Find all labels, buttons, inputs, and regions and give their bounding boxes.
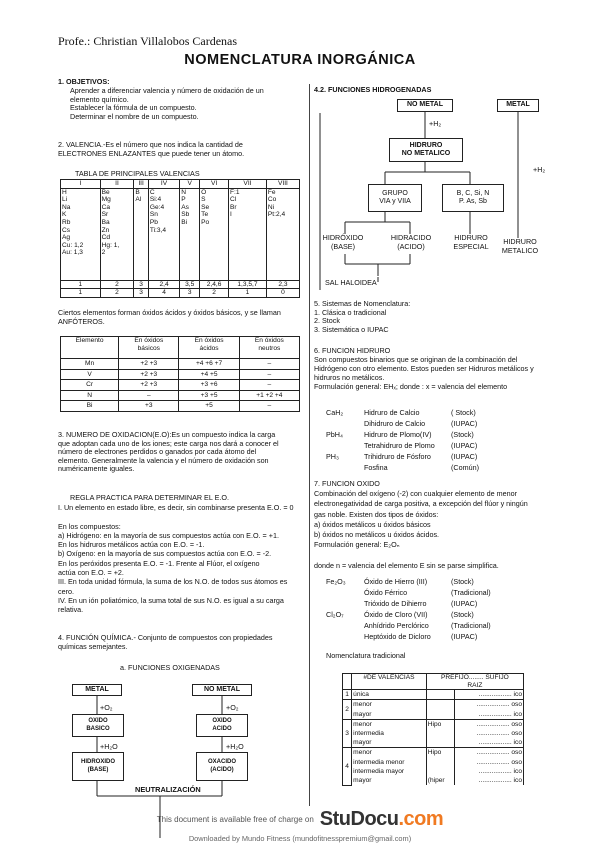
amphoteric-cell: – <box>239 359 299 370</box>
ox-text: Óxido de Hierro (III) <box>364 577 428 586</box>
basic-oxide-box: OXIDO BASICO <box>72 714 124 737</box>
valence-header-cell: VI <box>200 180 229 189</box>
s6-line: 6. FUNCION HIDRURO <box>314 346 391 355</box>
regla-line: I. Un elemento en estado libre, es decir, sin combinarse presenta E.O. = 0 <box>58 503 294 512</box>
s2-line: ELECTRONES ENLAZANTES que puede tener un átomo. <box>58 148 245 158</box>
s3-line: 3. NUMERO DE OXIDACION(E.O):Es un compuesto indica la carga <box>58 430 276 439</box>
s7-line: electronegatividad de carga positiva, a excepción del flúor y ningún <box>314 499 528 509</box>
ox-text: Trióxido de Dihierro <box>364 599 427 608</box>
amphoteric-cell: – <box>239 401 299 412</box>
special-hydride-label: HIDRURO ESPECIAL <box>453 233 489 251</box>
valence-cell: N P As Sb Bi <box>180 188 200 280</box>
water-label-b: +H₂O <box>226 742 244 751</box>
valence-header-cell: II <box>100 180 134 189</box>
ox-text: Óxido Férrico <box>364 588 408 597</box>
regla-line: III. En toda unidad fórmula, la suma de los N.O. de todos sus átomos es <box>58 577 288 587</box>
nonmetal-hydride-box: HIDRURO NO METALICO <box>389 138 463 162</box>
trad-suffix-cell: .................. ico <box>454 690 523 700</box>
trad-label-cell: mayor <box>352 776 427 785</box>
valence-cell: H Li Na K Rb Cs Ag Cu: 1,2 Au: 1,3 <box>61 188 101 280</box>
valence-number-cell: 2 <box>100 280 134 289</box>
valence-cell: Fe Co Ni Pt:2,4 <box>266 188 299 280</box>
trad-prefix-cell <box>426 767 454 776</box>
valence-header-cell: III <box>134 180 149 189</box>
s3-line: numéricamente iguales. <box>58 464 135 474</box>
trad-label-cell: mayor <box>352 738 427 748</box>
amphoteric-cell: +3 +5 <box>179 390 239 401</box>
valence-number-cell: 4 <box>148 289 179 298</box>
hydrogen-label-a: +H₂ <box>429 119 442 128</box>
hydroxide-box: HIDROXIDO (BASE) <box>72 752 124 781</box>
trad-suffix-cell: .................. ico <box>454 776 523 785</box>
trad-label-cell: menor <box>352 748 427 758</box>
amphoteric-header-cell: Elemento <box>61 337 119 359</box>
hid-text: (Común) <box>451 463 479 472</box>
h-metal-box: METAL <box>497 99 539 112</box>
amphoteric-cell: +2 +3 <box>119 369 179 380</box>
studocu-logo[interactable] <box>320 808 443 831</box>
ox-text: (Stock) <box>451 577 474 586</box>
s5-line: 3. Sistemática o IUPAC <box>314 324 389 334</box>
amphoteric-cell: – <box>239 369 299 380</box>
s7-line <box>314 550 528 560</box>
trad-count-cell: 3 <box>343 719 352 748</box>
s1-line: Aprender a diferenciar valencia y número de oxidación de un <box>70 86 264 95</box>
valence-number-cell: 1 <box>229 289 267 298</box>
hydrogen-label-b: +H₂ <box>533 165 546 174</box>
hid-text: Hidruro de Plomo(IV) <box>364 430 432 439</box>
valence-number-cell: 3,5 <box>180 280 200 289</box>
ox-text: Cl₂O₇ <box>326 610 344 619</box>
amphoteric-cell: +4 +5 <box>179 369 239 380</box>
logo-suffix: .com <box>398 807 444 830</box>
objectives-heading: 1. OBJETIVOS: <box>58 77 110 86</box>
trad-suffix-cell: .................. ico <box>454 738 523 748</box>
hydracid-label: HIDRACIDO (ACIDO) <box>390 233 432 251</box>
hid-text: CaH₂ <box>326 408 344 417</box>
metallic-hydride-label: HIDRURO METALICO <box>501 237 539 255</box>
valence-number-cell: 2,4 <box>148 280 179 289</box>
amphoteric-cell: – <box>239 380 299 391</box>
valence-header-cell: IV <box>148 180 179 189</box>
download-notice: Downloaded by Mundo Fitness (mundofitnesspremium@gmail.com) <box>188 834 412 843</box>
trad-suffix-cell: .................. oso <box>454 729 523 738</box>
hid-text: PbH₄ <box>326 430 343 439</box>
regla-line: relativa. <box>58 605 84 615</box>
s7-line: Formulación general: E₂Oₙ <box>314 540 400 550</box>
ox-text: Heptóxido de Dicloro <box>364 632 431 641</box>
s7-line: 7. FUNCION OXIDO <box>314 479 380 488</box>
hydroxide-base-label: HIDRÓXIDO (BASE) <box>322 233 364 251</box>
valence-header-cell: VIII <box>266 180 299 189</box>
s3-line: elemento. Generalmente la valencia y el número de oxidación son <box>58 455 269 465</box>
s7-line: a) óxidos metálicos u óxidos básicos <box>314 519 431 529</box>
trad-prefix-cell <box>426 758 454 767</box>
acid-oxide-box: OXIDO ACIDO <box>196 714 248 737</box>
haloid-salt-label: SAL HALOIDEA <box>325 278 377 287</box>
trad-prefix-cell <box>426 729 454 738</box>
amphoteric-header-cell: En óxidos neutros <box>239 337 299 359</box>
ox-text: (Tradicional) <box>451 588 491 597</box>
valence-number-cell: 2,4,6 <box>200 280 229 289</box>
valence-header-cell: V <box>180 180 200 189</box>
valence-number-cell: 0 <box>266 289 299 298</box>
s7-line: b) óxidos no metálicos u óxidos ácidos. <box>314 530 440 540</box>
nomenclature-systems <box>314 300 410 334</box>
s7-line: Combinación del oxígeno (-2) con cualquier elemento de menor <box>314 489 517 499</box>
valence-number-cell: 2,3 <box>266 280 299 289</box>
s5-line: 5. Sistemas de Nomenclatura: <box>314 299 411 308</box>
trad-label-cell: menor <box>352 719 427 729</box>
ox-text: (IUPAC) <box>451 599 478 608</box>
s5-line: 1. Clásica o tradicional <box>314 307 387 317</box>
oxygen-label-b: +O₂ <box>226 703 239 712</box>
regla-line: a) Hidrógeno: en la mayoría de sus compuestos actúa con E.O. = +1. <box>58 530 279 540</box>
trad-prefix-cell: (hiper <box>426 776 454 785</box>
oxygen-label-a: +O₂ <box>100 703 113 712</box>
s6-line: Formulación general: EHₓ; donde : x = valencia del elemento <box>314 382 508 391</box>
regla-line: IV. En un ión poliatómico, la suma total de sus N.O. es igual a su carga <box>58 595 284 605</box>
hid-text: (IUPAC) <box>451 452 478 461</box>
trad-label-cell: única <box>352 690 427 700</box>
trad-count-cell: 4 <box>343 748 352 785</box>
regla-line: b) Oxígeno: en la mayoría de sus compuestos actúa con E.O. = -2. <box>58 549 272 559</box>
amphoteric-cell: Cr <box>61 380 119 391</box>
trad-label-cell: menor <box>352 700 427 710</box>
amphoteric-cell: N <box>61 390 119 401</box>
s1-line: elemento químico. <box>70 94 129 104</box>
trad-label-cell: intermedia menor <box>352 758 427 767</box>
trad-prefix-cell <box>426 738 454 748</box>
hid-text: Trihidruro de Fósforo <box>364 452 431 461</box>
valence-header-cell: I <box>61 180 101 189</box>
hid-text: (IUPAC) <box>451 419 478 428</box>
trad-blank-header <box>343 674 352 690</box>
s7-line: gas noble. Existen dos tipos de óxidos: <box>314 509 439 519</box>
amphoteric-cell: – <box>119 390 179 401</box>
logo-text: StuDocu <box>319 807 399 830</box>
amphoteric-cell: Bi <box>61 401 119 412</box>
valence-cell: F:1 Cl Br I <box>229 188 267 280</box>
regla-line: actúa con E.O. = +2. <box>58 568 124 578</box>
trad-suffix-cell: .................. ico <box>454 710 523 720</box>
regla-line: En los hidruros metálicos actúa con E.O. = -1. <box>58 540 205 550</box>
s3-line: que adoptan cada uno de los iones; este carga nos dará a conocer el <box>58 438 279 448</box>
footer-notice: This document is available free of charge on <box>156 814 314 824</box>
valence-number-cell: 1,3,5,7 <box>229 280 267 289</box>
valence-number-cell: 1 <box>61 289 101 298</box>
ox-text: Óxido de Cloro (VII) <box>364 610 428 619</box>
regla-line: En los peróxidos presenta E.O. = -1. Frente al Flúor, el oxígeno <box>58 558 260 568</box>
amphoteric-cell: +2 +3 <box>119 359 179 370</box>
valence-cell: O S Se Te Po <box>200 188 229 280</box>
valence-cell: Be Mg Ca Sr Ba Zn Cd Hg: 1, 2 <box>100 188 134 280</box>
professor-name: Profe.: Christian Villalobos Cardenas <box>58 34 238 48</box>
valence-cell: B Al <box>134 188 149 280</box>
amphoteric-cell: +3 <box>119 401 179 412</box>
neutralization-label: NEUTRALIZACIÓN <box>135 785 201 794</box>
hid-text: (IUPAC) <box>451 441 478 450</box>
trad-count-cell: 1 <box>343 690 352 700</box>
trad-count-cell: 2 <box>343 700 352 719</box>
group-box: GRUPO VIA y VIIA <box>368 184 422 212</box>
s7-line: donde n = valencia del elemento E sin se parse simplifica. <box>314 560 499 570</box>
valence-table-caption: TABLA DE PRINCIPALES VALENCIAS <box>75 169 200 178</box>
amphoteric-cell: Mn <box>61 359 119 370</box>
trad-prefix-cell <box>426 690 454 700</box>
bcsi-box: B, C, Si, N P. As, Sb <box>442 184 504 212</box>
amphoteric-header-cell: En óxidos básicos <box>119 337 179 359</box>
s3-line: número de electrones perdidos o ganados por cada átomo del <box>58 447 257 457</box>
regla-line: cero. <box>58 586 74 596</box>
trad-suffix-cell: .................. oso <box>454 719 523 729</box>
valence-number-cell: 3 <box>180 289 200 298</box>
trad-prefix-cell <box>426 700 454 710</box>
trad-suffix-cell: .................. oso <box>454 748 523 758</box>
s1-line: Establecer la fórmula de un compuesto. <box>70 103 197 113</box>
ox-text: Fe₂O₃ <box>326 577 346 586</box>
trad-prefix-cell: Hipo <box>426 748 454 758</box>
amphoteric-cell: +1 +2 +4 <box>239 390 299 401</box>
hid-text: ( Stock) <box>451 408 476 417</box>
traditional-nomenclature-table <box>342 673 524 786</box>
valence-number-cell: 1 <box>61 280 101 289</box>
trad-label-cell: intermedia <box>352 729 427 738</box>
s6-line: hidruros no metálicos. <box>314 373 385 382</box>
hid-text: Dihidruro de Calcio <box>364 419 426 428</box>
amphoteric-cell: +5 <box>179 401 239 412</box>
s4-line: químicas semejantes. <box>58 642 128 651</box>
anf-line: ANFÓTEROS. <box>58 316 105 326</box>
trad-label-cell: intermedia mayor <box>352 767 427 776</box>
footer-banner[interactable] <box>150 806 450 832</box>
ox-text: Anhídrido Perclórico <box>364 621 429 630</box>
hid-text: Hidruro de Calcio <box>364 408 420 417</box>
valence-number-cell: 3 <box>134 280 149 289</box>
trad-header-cell: PREFIJO........ SUFIJO RAIZ <box>426 674 523 690</box>
ox-text: (Stock) <box>451 610 474 619</box>
nonmetal-box: NO METAL <box>192 684 252 696</box>
valence-header-cell: VII <box>229 180 267 189</box>
valence-cell: C Si:4 Ge:4 Sn Pb Ti:3,4 <box>148 188 179 280</box>
valence-number-cell: 2 <box>200 289 229 298</box>
trad-suffix-cell: .................. oso <box>454 700 523 710</box>
hid-text: PH₃ <box>326 452 339 461</box>
amphoteric-cell: +3 +6 <box>179 380 239 391</box>
valence-number-cell: 2 <box>100 289 134 298</box>
h-nonmetal-box: NO METAL <box>397 99 453 112</box>
s2-line: 2. VALENCIA.-Es el número que nos indica la cantidad de <box>58 140 243 149</box>
amphoteric-header-cell: En óxidos ácidos <box>179 337 239 359</box>
metal-box: METAL <box>72 684 122 696</box>
trad-label-cell: mayor <box>352 710 427 720</box>
regla-line: En los compuestos: <box>58 521 121 531</box>
amphoteric-cell: +4 +6 +7 <box>179 359 239 370</box>
s1-line: Determinar el nombre de un compuesto. <box>70 111 199 121</box>
water-label-a: +H₂O <box>100 742 118 751</box>
page-title: NOMENCLATURA INORGÁNICA <box>184 52 416 68</box>
s6-line: Hidrógeno con otro elemento. Estos pueden ser Hidruros metálicos y <box>314 364 534 373</box>
amphoteric-cell: V <box>61 369 119 380</box>
hydride-function-section <box>314 346 534 391</box>
hid-text: (Stock) <box>451 430 474 439</box>
traditional-nomenclature-heading: Nomenclatura tradicional <box>326 651 406 660</box>
trad-header-cell: #DE VALENCIAS <box>352 674 427 690</box>
amphoteric-cell: +2 +3 <box>119 380 179 391</box>
trad-suffix-cell: .................. oso <box>454 758 523 767</box>
trad-prefix-cell: Hipo <box>426 719 454 729</box>
s6-line: Son compuestos binarios que se originan de la combinación del <box>314 355 518 364</box>
oxide-function-section <box>314 479 528 571</box>
ox-text: (Tradicional) <box>451 621 491 630</box>
hid-text: Fosfina <box>364 463 388 472</box>
anf-line: Ciertos elementos forman óxidos ácidos y óxidos básicos, y se llaman <box>58 308 281 317</box>
ox-text: (IUPAC) <box>451 632 478 641</box>
valence-number-cell: 3 <box>134 289 149 298</box>
trad-suffix-cell: .................. ico <box>454 767 523 776</box>
s5-line: 2. Stock <box>314 316 340 326</box>
oxygenated-functions-heading: a. FUNCIONES OXIGENADAS <box>120 663 220 672</box>
rule-heading: REGLA PRACTICA PARA DETERMINAR EL E.O. <box>70 493 229 502</box>
s4-line: 4. FUNCIÓN QUÍMICA.- Conjunto de compuestos con propiedades <box>58 633 273 642</box>
oxacid-box: OXACIDO (ACIDO) <box>196 752 248 781</box>
hid-text: Tetrahidruro de Plomo <box>364 441 435 450</box>
trad-prefix-cell <box>426 710 454 720</box>
hydrogenated-functions-heading: 4.2. FUNCIONES HIDROGENADAS <box>314 85 432 94</box>
